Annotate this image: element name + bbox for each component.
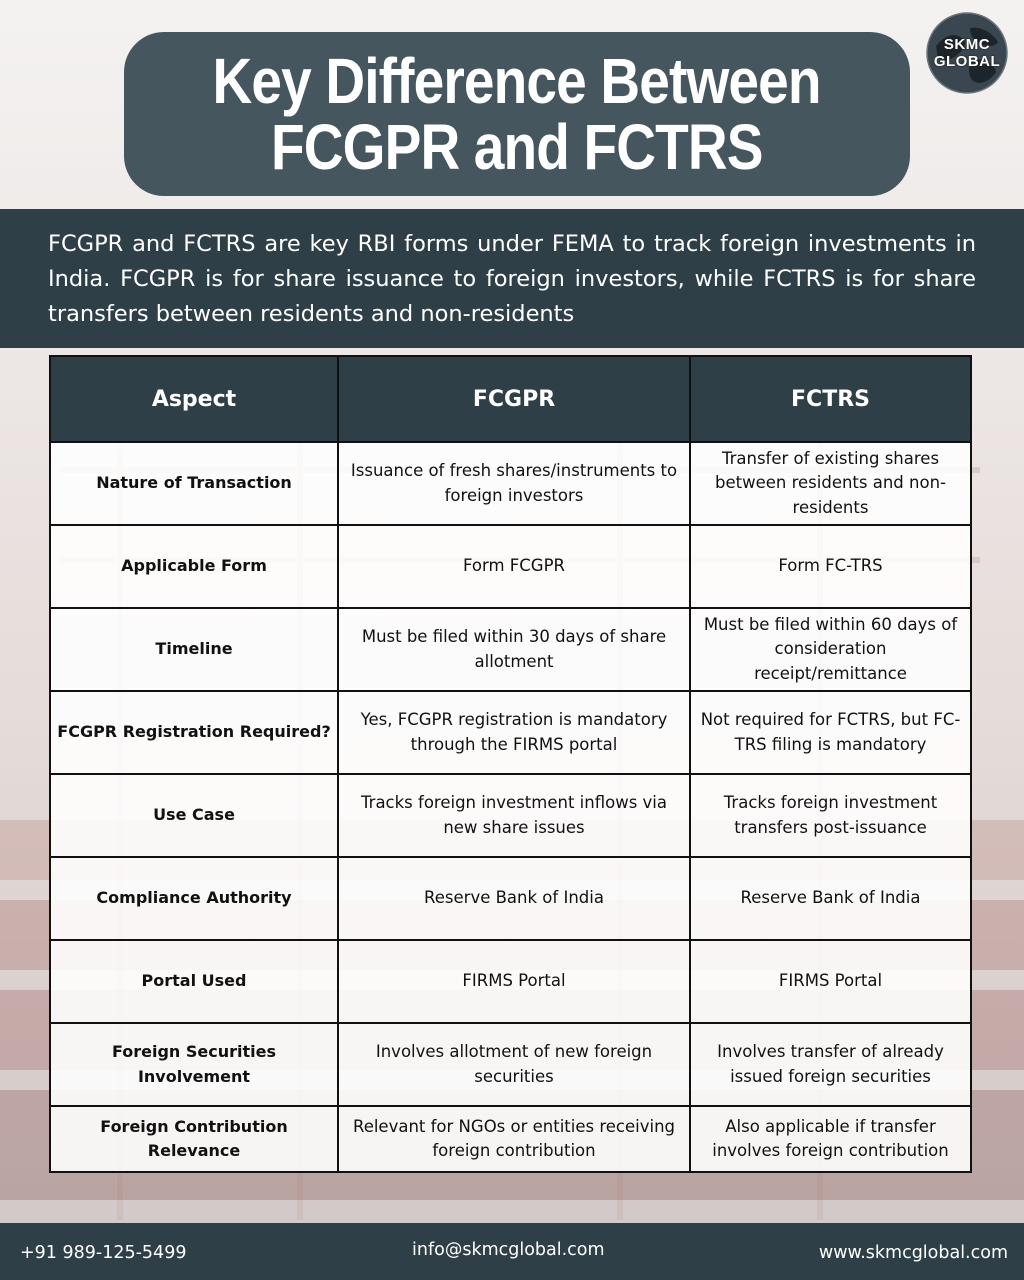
aspect-cell: FCGPR Registration Required? xyxy=(50,691,338,774)
fcgpr-cell: Relevant for NGOs or entities receiving foreign contribution xyxy=(338,1106,690,1172)
fcgpr-cell: Form FCGPR xyxy=(338,525,690,608)
fcgpr-cell: Involves allotment of new foreign securities xyxy=(338,1023,690,1106)
header-fcgpr: FCGPR xyxy=(338,356,690,442)
title-banner xyxy=(124,32,910,196)
table-row xyxy=(50,857,971,940)
aspect-cell: Nature of Transaction xyxy=(50,442,338,525)
aspect-cell: Portal Used xyxy=(50,940,338,1023)
footer-email[interactable]: info@skmcglobal.com xyxy=(412,1240,605,1260)
fcgpr-cell: Tracks foreign investment inflows via new share issues xyxy=(338,774,690,857)
fctrs-cell: Tracks foreign investment transfers post-issuance xyxy=(690,774,971,857)
fcgpr-cell: Issuance of fresh shares/instruments to foreign investors xyxy=(338,442,690,525)
fctrs-cell: Involves transfer of already issued foreign securities xyxy=(690,1023,971,1106)
fcgpr-cell: Must be filed within 30 days of share allotment xyxy=(338,608,690,691)
page-title-line-2: FCGPR and FCTRS xyxy=(271,111,763,183)
aspect-cell: Applicable Form xyxy=(50,525,338,608)
aspect-cell: Timeline xyxy=(50,608,338,691)
header-fctrs: FCTRS xyxy=(690,356,971,442)
comparison-table xyxy=(49,355,972,1173)
intro-text: FCGPR and FCTRS are key RBI forms under FEMA to track foreign investments in India. FCGPR is for share issuance to foreign investors, while FCTRS is for share transfers between residents and non-residents xyxy=(48,231,976,327)
fctrs-cell: Also applicable if transfer involves foreign contribution xyxy=(690,1106,971,1172)
footer-bar xyxy=(0,1223,1024,1280)
aspect-cell: Foreign Contribution Relevance xyxy=(50,1106,338,1172)
company-logo xyxy=(924,10,1010,96)
page-title-line-1: Key Difference Between xyxy=(212,45,822,117)
intro-band xyxy=(0,209,1024,348)
aspect-cell: Foreign Securities Involvement xyxy=(50,1023,338,1106)
table-row xyxy=(50,940,971,1023)
table-row xyxy=(50,608,971,691)
table-row xyxy=(50,1023,971,1106)
table-row xyxy=(50,691,971,774)
footer-website[interactable]: www.skmcglobal.com xyxy=(818,1243,1008,1263)
table-row xyxy=(50,774,971,857)
footer-phone: +91 989-125-5499 xyxy=(20,1243,187,1263)
table-row xyxy=(50,442,971,525)
logo-text-bottom: GLOBAL xyxy=(933,53,1001,70)
header-aspect: Aspect xyxy=(50,356,338,442)
table-row xyxy=(50,1106,971,1172)
fctrs-cell: Form FC-TRS xyxy=(690,525,971,608)
aspect-cell: Use Case xyxy=(50,774,338,857)
fctrs-cell: FIRMS Portal xyxy=(690,940,971,1023)
fctrs-cell: Must be filed within 60 days of consideration receipt/remittance xyxy=(690,608,971,691)
fcgpr-cell: Reserve Bank of India xyxy=(338,857,690,940)
fcgpr-cell: FIRMS Portal xyxy=(338,940,690,1023)
table-header-row xyxy=(50,356,971,442)
aspect-cell: Compliance Authority xyxy=(50,857,338,940)
table-row xyxy=(50,525,971,608)
fctrs-cell: Transfer of existing shares between residents and non-residents xyxy=(690,442,971,525)
fctrs-cell: Reserve Bank of India xyxy=(690,857,971,940)
fcgpr-cell: Yes, FCGPR registration is mandatory through the FIRMS portal xyxy=(338,691,690,774)
logo-text-top: SKMC xyxy=(943,36,991,53)
fctrs-cell: Not required for FCTRS, but FC-TRS filing is mandatory xyxy=(690,691,971,774)
